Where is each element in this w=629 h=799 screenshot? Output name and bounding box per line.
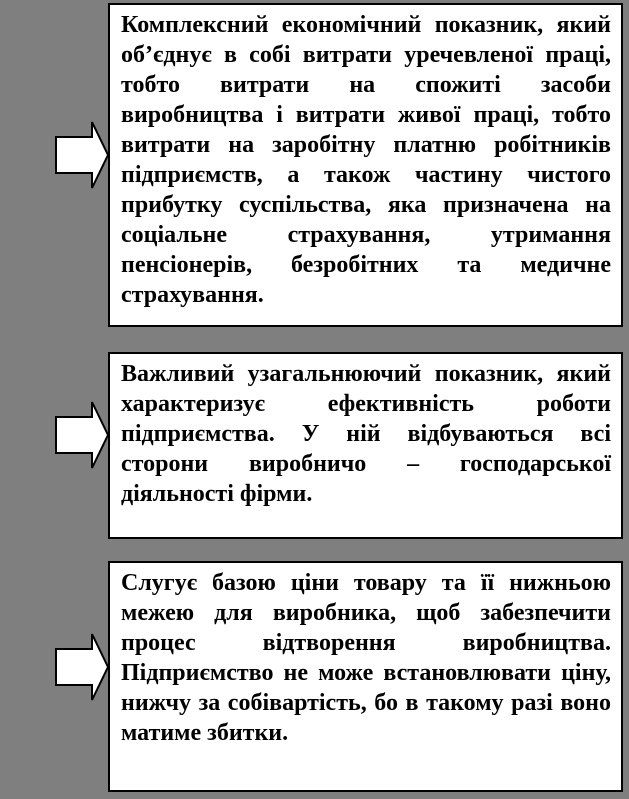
definition-box-2 <box>108 352 623 539</box>
definition-box-1 <box>108 3 623 327</box>
definition-box-3 <box>108 561 623 792</box>
right-arrow-icon <box>55 632 109 702</box>
definition-text-2: Важливий узагальнюючий показник, який характеризує ефективність роботи підприємства. У ній відбуваються всі сторони виробничо – господарської діяльності фірми. <box>121 361 611 507</box>
definition-text-3: Слугує базою ціни товару та її нижньою межею для виробника, щоб забезпечити процес відтворення виробництва. Підприємство не може встановлювати ціну, нижчу за собівартість, бо в такому разі воно матиме збитки. <box>121 570 611 746</box>
right-arrow-icon <box>55 120 109 190</box>
definition-text-1: Комплексний економічний показник, який об’єднує в собі витрати уречевленої праці, тобто витрати на спожиті засоби виробництва і витрати живої праці, тобто витрати на заробітну платню робітників підприємств, а також частину чистого прибутку суспільства, яка призначена на соціальне страхування, утримання пенсіонерів, безробітних та медичне страхування. <box>121 12 611 308</box>
right-arrow-icon <box>55 400 109 470</box>
